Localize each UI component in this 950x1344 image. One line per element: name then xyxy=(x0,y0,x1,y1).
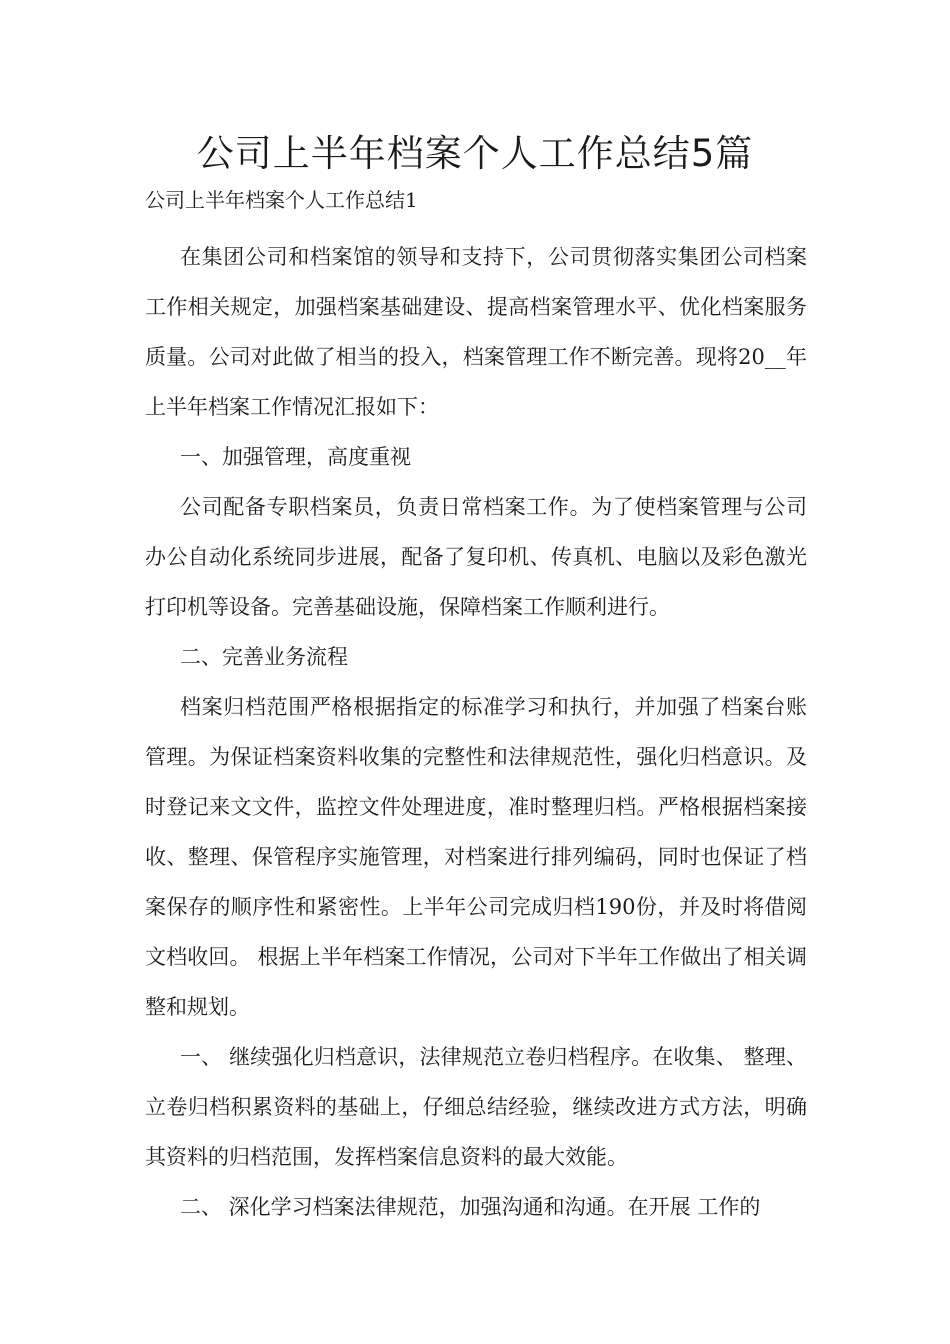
paragraph-section-1: 公司配备专职档案员，负责日常档案工作。为了使档案管理与公司办公自动化系统同步进展，配备了复印机、传真机、电脑以及彩色激光打印机等设备。完善基础设施，保障档案工作顺利进行。 xyxy=(145,495,807,619)
paragraph-section-2: 档案归档范围严格根据指定的标准学习和执行，并加强了档案台账管理。为保证档案资料收集的完整性和法律规范性，强化归档意识。及时登记来文文件，监控文件处理进度，准时整理归档。严格根据档案接收、整理、保管程序实施管理，对档案进行排列编码，同时也保证了档案保存的顺序性和紧密性。上半年公司完成归档190份，并及时将借阅文档收回。 根据上半年档案工作情况，公司对下半年工作做出了相关调整和规划。 xyxy=(145,695,807,1019)
document-title: 公司上半年档案个人工作总结5篇 xyxy=(196,132,754,175)
plan-item-1: 一、 继续强化归档意识，法律规范立卷归档程序。在收集、 整理、立卷归档积累资料的基础上，仔细总结经验，继续改进方式方法，明确其资料的归档范围，发挥档案信息资料的最大效能。 xyxy=(145,1045,807,1169)
document-body xyxy=(145,232,807,1232)
document-subtitle: 公司上半年档案个人工作总结1 xyxy=(145,188,418,212)
plan-item-2: 二、 深化学习档案法律规范，加强沟通和沟通。在开展 工作的 xyxy=(180,1195,761,1219)
heading-section-1: 一、加强管理，高度重视 xyxy=(180,445,411,469)
paragraph-intro: 在集团公司和档案馆的领导和支持下，公司贯彻落实集团公司档案工作相关规定，加强档案基础建设、提高档案管理水平、优化档案服务质量。公司对此做了相当的投入，档案管理工作不断完善。现将20__年上半年档案工作情况汇报如下： xyxy=(145,245,807,419)
heading-section-2: 二、完善业务流程 xyxy=(180,645,348,669)
